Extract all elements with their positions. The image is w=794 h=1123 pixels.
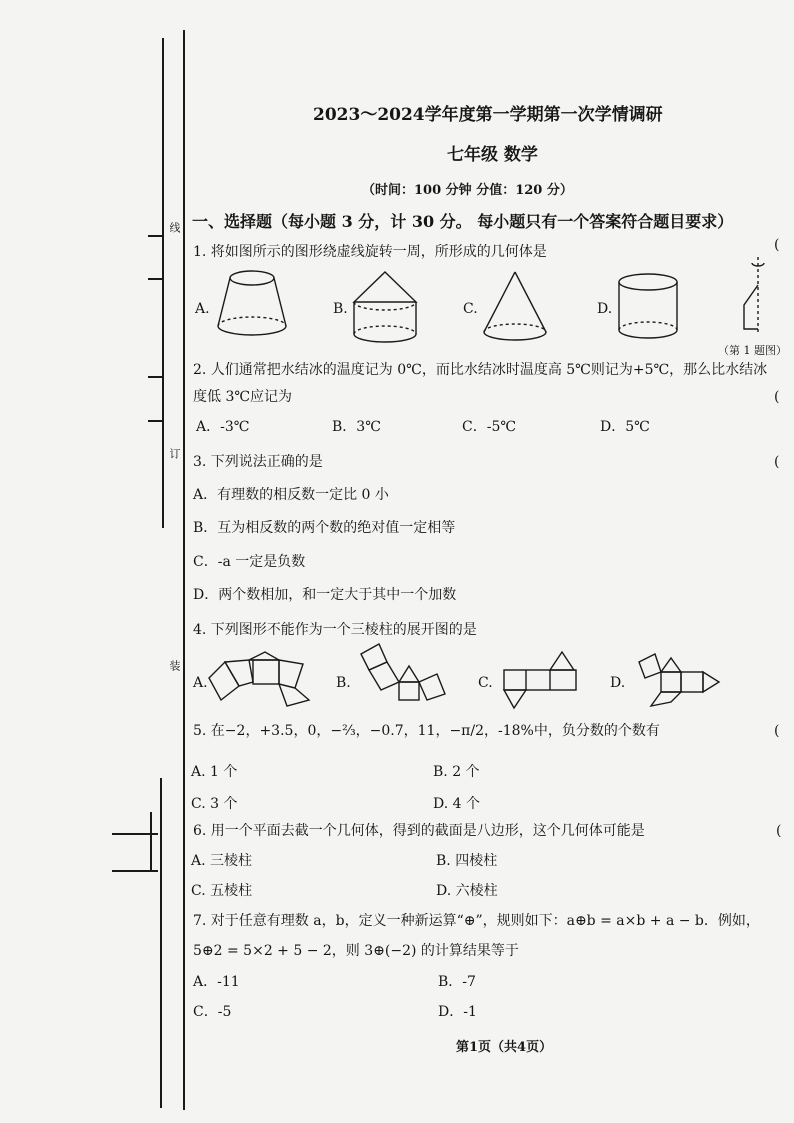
exam-title: 2023～2024学年度第一学期第一次学情调研 bbox=[313, 105, 663, 125]
q4-net-c bbox=[500, 648, 580, 712]
q7-stem-line1: 7. 对于任意有理数 a，b，定义一种新运算“⊕”，规则如下：a⊕b = a×b + a − b．例如， bbox=[193, 913, 760, 929]
binding-bracket-side bbox=[150, 812, 152, 870]
q1-label-b: B. bbox=[333, 301, 348, 317]
q4-label-c: C. bbox=[478, 675, 493, 691]
answer-paren-q5: ( bbox=[774, 723, 780, 739]
q3-option-d: D．两个数相加，和一定大于其中一个加数 bbox=[193, 587, 457, 603]
q1-caption: （第 1 题图） bbox=[718, 344, 787, 357]
q4-net-b bbox=[357, 640, 449, 712]
margin-char-pack: 装 bbox=[168, 660, 181, 671]
q3-option-c: C．-a 一定是负数 bbox=[193, 554, 306, 570]
q1-option-a-frustum bbox=[212, 268, 292, 348]
q3-option-a: A．有理数的相反数一定比 0 小 bbox=[193, 487, 389, 503]
q7-stem-line2: 5⊕2 = 5×2 + 5 − 2，则 3⊕(−2) 的计算结果等于 bbox=[193, 943, 519, 959]
q1-label-a: A. bbox=[195, 301, 210, 317]
q5-option-b: B. 2 个 bbox=[433, 764, 480, 780]
q1-option-d-cylinder bbox=[615, 272, 685, 352]
q5-option-a: A. 1 个 bbox=[191, 764, 238, 780]
binding-bracket-bottom bbox=[112, 870, 158, 872]
q1-option-b-cone-cylinder bbox=[350, 270, 420, 350]
page-number: 第1页（共4页） bbox=[456, 1040, 553, 1055]
q6-option-c: C. 五棱柱 bbox=[191, 883, 253, 899]
q2-option-b: B．3℃ bbox=[332, 419, 381, 435]
exam-meta: （时间：100 分钟 分值：120 分） bbox=[362, 183, 573, 198]
q4-label-a: A. bbox=[193, 675, 208, 691]
section-heading: 一、选择题（每小题 3 分，计 30 分。 每小题只有一个答案符合题目要求） bbox=[192, 212, 734, 231]
q2-option-a: A．-3℃ bbox=[196, 419, 250, 435]
q1-label-c: C. bbox=[463, 301, 478, 317]
q7-option-a: A．-11 bbox=[193, 974, 240, 990]
q4-net-a bbox=[205, 652, 315, 712]
q5-stem: 5. 在−2，+3.5，0，−⅔，−0.7，11，−π/2，-18%中，负分数的个数有 bbox=[193, 723, 660, 739]
q5-option-c: C. 3 个 bbox=[191, 796, 238, 812]
q6-option-a: A. 三棱柱 bbox=[191, 853, 253, 869]
binding-line-lower bbox=[160, 778, 162, 1108]
binding-tick-3 bbox=[148, 376, 162, 378]
q3-option-b: B．互为相反数的两个数的绝对值一定相等 bbox=[193, 520, 456, 536]
q4-net-d bbox=[633, 648, 723, 712]
q2-stem-line1: 2. 人们通常把水结冰的温度记为 0℃，而比水结冰时温度高 5℃则记为+5℃，那么比水结冰 bbox=[193, 362, 768, 378]
q5-option-d: D. 4 个 bbox=[433, 796, 480, 812]
answer-paren-q2: ( bbox=[774, 389, 780, 405]
q7-option-d: D．-1 bbox=[438, 1004, 477, 1020]
margin-char-line: 线 bbox=[168, 222, 181, 233]
binding-tick-1 bbox=[148, 235, 162, 237]
q6-option-b: B. 四棱柱 bbox=[436, 853, 498, 869]
q3-stem: 3. 下列说法正确的是 bbox=[193, 454, 323, 470]
q1-option-c-cone bbox=[480, 270, 550, 350]
q7-option-b: B．-7 bbox=[438, 974, 476, 990]
q4-label-b: B. bbox=[336, 675, 351, 691]
margin-char-bind: 订 bbox=[168, 448, 181, 459]
binding-line-inner bbox=[183, 30, 185, 1110]
q2-stem-line2: 度低 3℃应记为 bbox=[193, 389, 293, 405]
q7-option-c: C．-5 bbox=[193, 1004, 232, 1020]
binding-line-outer bbox=[162, 38, 164, 528]
answer-paren-q1: ( bbox=[774, 237, 780, 253]
answer-paren-q3: ( bbox=[774, 454, 780, 470]
q4-stem: 4. 下列图形不能作为一个三棱柱的展开图的是 bbox=[193, 622, 477, 638]
q2-option-c: C．-5℃ bbox=[462, 419, 517, 435]
answer-paren-q6: ( bbox=[776, 823, 782, 839]
binding-tick-2 bbox=[148, 278, 162, 280]
q1-reference-figure bbox=[734, 255, 784, 340]
q2-option-d: D．5℃ bbox=[600, 419, 650, 435]
q6-option-d: D. 六棱柱 bbox=[436, 883, 498, 899]
q1-stem: 1. 将如图所示的图形绕虚线旋转一周，所形成的几何体是 bbox=[193, 244, 547, 260]
q4-label-d: D. bbox=[610, 675, 626, 691]
binding-tick-4 bbox=[148, 420, 162, 422]
q1-label-d: D. bbox=[597, 301, 613, 317]
q6-stem: 6. 用一个平面去截一个几何体，得到的截面是八边形，这个几何体可能是 bbox=[193, 823, 645, 839]
exam-subject: 七年级 数学 bbox=[447, 145, 538, 165]
